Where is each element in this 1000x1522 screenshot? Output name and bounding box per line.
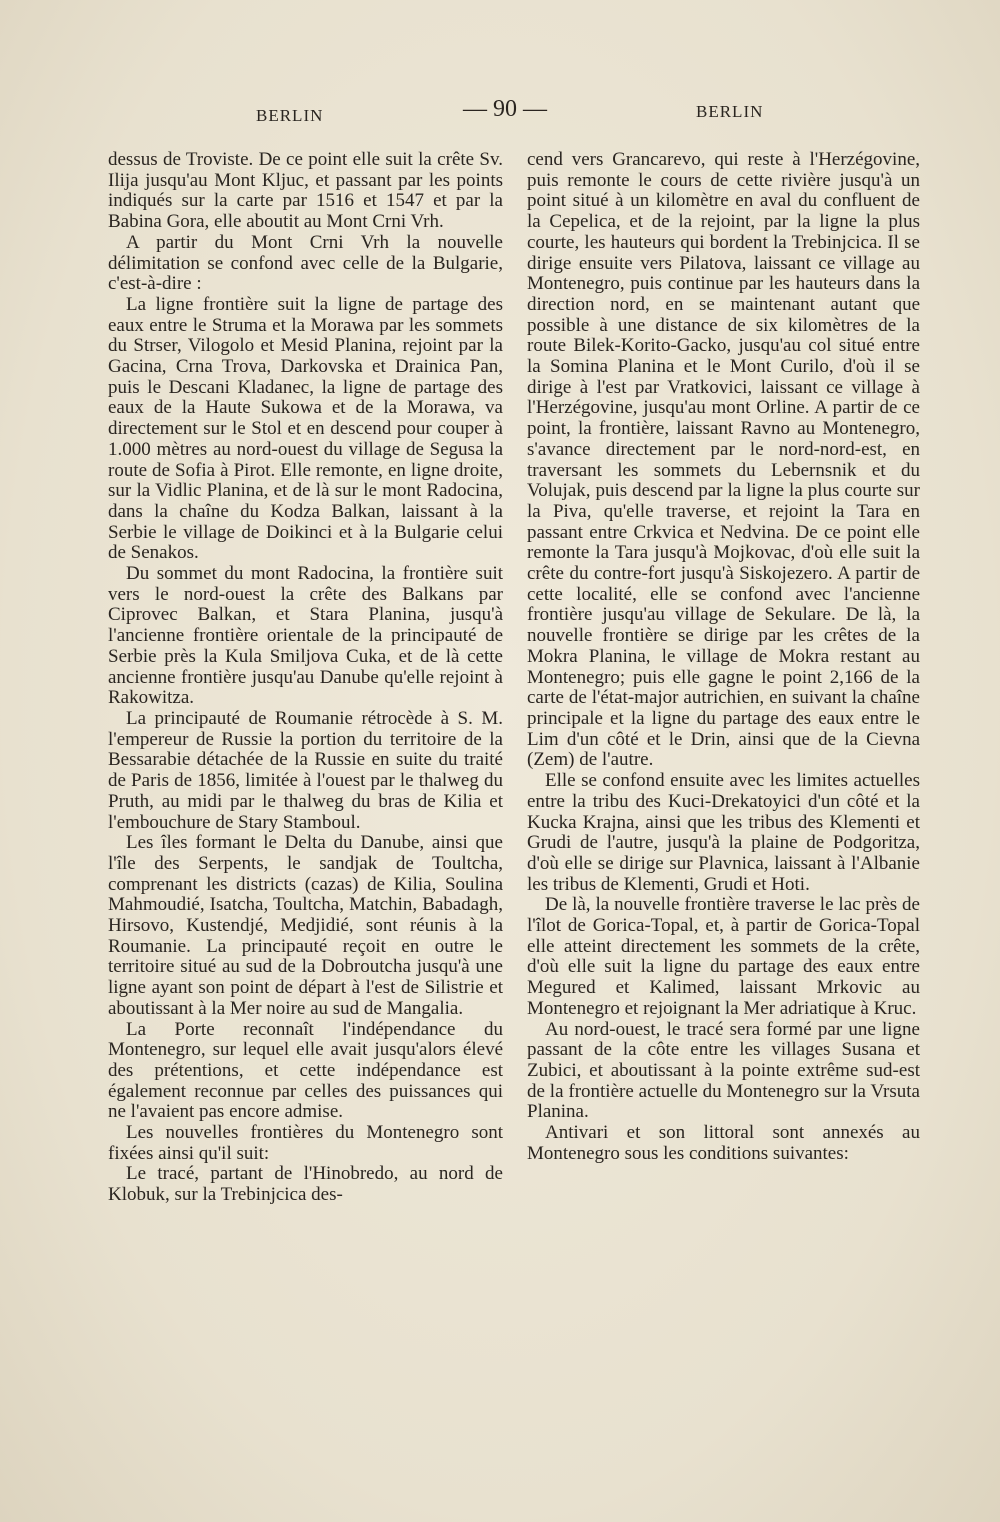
paragraph: Les nouvelles frontières du Montenegro sont fixées ainsi qu'il suit: xyxy=(108,1122,503,1164)
paragraph: La Porte reconnaît l'indépendance du Montenegro, sur lequel elle avait jusqu'alors élevé des prétentions, et cette indépendance est également reconnue par celles des puissances qui ne l'avaient pas encore admise. xyxy=(108,1018,503,1123)
paragraph: Les îles formant le Delta du Danube, ainsi que l'île des Serpents, le sandjak de Toultcha, comprenant les districts (cazas) de Kilia, Soulina Mahmoudié, Isatcha, Toultcha, Matchin, Babadagh, Hirsovo, Kustendjé, Medjidié, sont réunis à la Roumanie. La principauté reçoit en outre le territoire situé au sud de la Dobroutcha jusqu'à une ligne ayant son point de départ à l'est de Silistrie et aboutissant à la Mer noire au sud de Mangalia. xyxy=(108,832,503,1019)
paragraph: Antivari et son littoral sont annexés au Montenegro sous les conditions suivantes: xyxy=(527,1122,920,1164)
paragraph: Du sommet du mont Radocina, la frontière suit vers le nord-ouest la crête des Balkans par Ciprovec Balkan, et Stara Planina, jusqu'à l'ancienne frontière orientale de la principauté de Serbie près la Kula Smiljova Cuka, et de là cette ancienne frontière jusqu'au Danube qu'elle rejoint à Rakowitza. xyxy=(108,563,503,709)
header-left-title: BERLIN xyxy=(256,106,324,125)
paragraph: A partir du Mont Crni Vrh la nouvelle délimitation se confond avec celle de la Bulgarie, c'est-à-dire : xyxy=(108,231,503,295)
paragraph: La principauté de Roumanie rétrocède à S. M. l'empereur de Russie la portion du territoire de la Bessarabie détachée de la Russie en suite du traité de Paris de 1856, limitée à l'ouest par le thalweg du Pruth, au midi par le thalweg du bras de Kilia et l'embouchure de Stary Stamboul. xyxy=(108,707,503,833)
right-text-column xyxy=(527,150,920,1164)
paragraph: La ligne frontière suit la ligne de partage des eaux entre le Struma et la Morawa par les sommets du Strser, Vilogolo et Mesid Planina, rejoint par la Gacina, Crna Trova, Darkovska et Drainica Pan, puis le Descani Kladanec, la ligne de partage des eaux de la Haute Sukowa et de la Morawa, va directement sur le Stol et en descend pour couper à 1.000 mètres au nord-ouest du village de Segusa la route de Sofia à Pirot. Elle remonte, en ligne droite, sur la Vidlic Planina, et de là sur le mont Radocina, dans la chaîne du Kodza Balkan, laissant à la Serbie le village de Doikinci et à la Bulgarie celui de Senakos. xyxy=(108,293,503,564)
paragraph: Le tracé, partant de l'Hinobredo, au nord de Klobuk, sur la Trebinjcica des- xyxy=(108,1163,503,1206)
paragraph: Au nord-ouest, le tracé sera formé par une ligne passant de la côte entre les villages Susana et Zubici, et aboutissant à la pointe extrême sud-est de la frontière actuelle du Montenegro sur la Vrsuta Planina. xyxy=(527,1018,920,1123)
paragraph: cend vers Grancarevo, qui reste à l'Herzégovine, puis remonte le cours de cette rivière jusqu'à un point situé à un kilomètre en aval du confluent de la Cepelica, et de la rejoint, par la ligne la plus courte, les hauteurs qui bordent la Trebinjcica. Il se dirige ensuite vers Pilatova, laissant ce village au Montenegro, puis continue par les hauteurs dans la direction nord, en se maintenant autant que possible à une distance de six kilomètres de la route Bilek-Korito-Gacko, jusqu'au col situé entre la Somina Planina et le Mont Curilo, d'où il se dirige à l'est par Vratkovici, laissant ce village à l'Herzégovine, jusqu'au mont Orline. A partir de ce point, la frontière, laissant Ravno au Montenegro, s'avance directement par le nord-nord-est, en traversant les sommets du Lebernsnik et du Volujak, puis descend par la ligne la plus courte sur la Piva, qu'elle traverse, et rejoint la Tara en passant entre Crkvica et Nedvina. De ce point elle remonte la Tara jusqu'à Mojkovac, d'où elle suit la crête du contre-fort jusqu'à Siskojezero. A partir de cette localité, elle se confond avec l'ancienne frontière jusqu'au village de Sekulare. De là, la nouvelle frontière se dirige par les crêtes de la Mokra Planina, le village de Mokra restant au Montenegro; puis elle gagne le point 2,166 de la carte de l'état-major autrichien, en suivant la chaîne principale et la ligne du partage des eaux entre le Lim d'un côté et le Drin, ainsi que de la Cievna (Zem) de l'autre. xyxy=(527,149,920,771)
paragraph: dessus de Troviste. De ce point elle suit la crête Sv. Ilija jusqu'au Mont Kljuc, et passant par les points indiqués sur la carte par 1516 et 1547 et par la Babina Gora, elle aboutit au Mont Crni Vrh. xyxy=(108,149,503,233)
header-right-title: BERLIN xyxy=(696,102,764,121)
paragraph: De là, la nouvelle frontière traverse le lac près de l'îlot de Gorica-Topal, et, à partir de Gorica-Topal elle atteint directement les sommets de la crête, d'où elle suit la ligne du partage des eaux entre Megured et Kalimed, laissant Mrkovic au Montenegro et rejoignant la Mer adriatique à Kruc. xyxy=(527,894,920,1019)
paragraph: Elle se confond ensuite avec les limites actuelles entre la tribu des Kuci-Drekatoyici d'un côté et la Kucka Krajna, ainsi que les tribus des Klementi et Grudi de l'autre, jusqu'à la plaine de Podgoritza, d'où elle se dirige sur Plavnica, laissant à l'Albanie les tribus de Klementi, Grudi et Hoti. xyxy=(527,770,920,895)
left-text-column xyxy=(108,150,503,1206)
running-header xyxy=(0,88,1000,128)
page-number: — 90 — xyxy=(463,96,547,122)
